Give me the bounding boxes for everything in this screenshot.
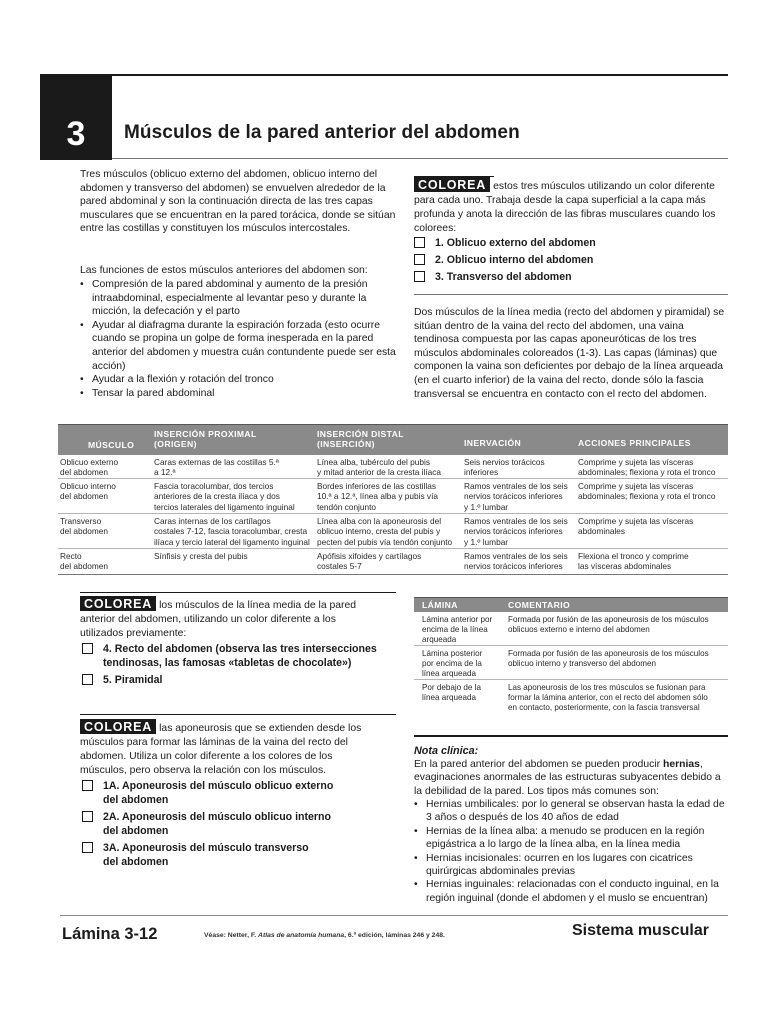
header-rule <box>112 74 728 76</box>
color-checkbox[interactable] <box>414 271 425 282</box>
clinical-note-text: , evaginaciones anormales de las estructuras subyacentes debido a la debilidad de la pared. Los tipos más comunes son: <box>414 759 721 797</box>
column-header: COMENTARIO <box>508 600 571 610</box>
colorea-2-instruction: los músculos de la línea media de la pared anterior del abdomen, utilizando un color diferente a los utilizados previamente: <box>80 600 357 639</box>
colorea-2-checklist <box>82 642 398 687</box>
table-cell: Sínfisis y cresta del pubis <box>154 551 248 561</box>
table-cell: Oblicuo externo del abdomen <box>60 457 119 478</box>
table-cell: Línea alba, tubérculo del pubis y mitad anterior de la cresta ilíaca <box>317 457 442 478</box>
table-row <box>414 680 728 716</box>
colorea-2-instruction-block <box>80 596 380 641</box>
table-header <box>58 424 728 455</box>
table-cell: Comprime y sujeta las vísceras abdominales <box>578 516 694 537</box>
muscle-table <box>58 424 728 575</box>
table-cell: Línea alba con la aponeurosis del oblicuo interno, cresta del pubis y pecten del pubis vía tendón conjunto <box>317 516 453 547</box>
colorea-badge: COLOREA <box>414 177 490 192</box>
color-checkbox[interactable] <box>82 643 93 654</box>
column-header: LÁMINA <box>422 600 458 610</box>
checklist-item <box>82 642 398 670</box>
table-cell: Bordes inferiores de las costillas 10.ª a 12.ª, línea alba y pubis vía tendón conjunto <box>317 481 438 512</box>
table-cell: Lámina posterior por encima de la línea arqueada <box>422 649 483 678</box>
checklist-item <box>414 236 728 250</box>
table-cell: Formada por fusión de las aponeurosis de los músculos oblicuos externo e interno del abdomen <box>508 615 709 634</box>
reference-note <box>204 932 445 939</box>
column-header: INERVACIÓN <box>464 438 522 448</box>
colorea-1-instruction-block <box>414 177 728 236</box>
table-cell: Recto del abdomen <box>60 551 108 572</box>
table-cell: Oblicuo interno del abdomen <box>60 481 116 502</box>
list-item: • Hernias de la línea alba: a menudo se producen en la región epigástrica a lo largo de la línea alba, en la línea media <box>414 825 730 852</box>
list-item: • Tensar la pared abdominal <box>80 387 396 401</box>
table-cell: Lámina anterior por encima de la línea arqueada <box>422 615 493 644</box>
table-cell: Ramos ventrales de los seis nervios torácicos inferiores y 1.º lumbar <box>464 516 568 547</box>
functions-list <box>80 278 396 400</box>
clinical-note-text: En la pared anterior del abdomen se pueden producir <box>414 759 663 770</box>
colorea-3-instruction: las aponeurosis que se extienden desde los músculos para formar las láminas de la vaina del recto del abdomen. Utiliza un color diferente a los colores de los músculos, pero observa la relación con los músculos. <box>80 723 362 776</box>
table-cell: Las aponeurosis de los tres músculos se fusionan para formar la lámina anterior, con el recto del abdomen sólo en contacto, posteriormente, con la fascia transversal <box>508 683 708 712</box>
table-row <box>414 646 728 680</box>
functions-intro: Las funciones de estos músculos anteriores del abdomen son: <box>80 265 368 276</box>
colorea-badge: COLOREA <box>80 596 156 611</box>
table-cell: Comprime y sujeta las vísceras abdominales; flexiona y rota el tronco <box>578 457 716 478</box>
intro-paragraph: Tres músculos (oblicuo externo del abdomen, oblicuo interno del abdomen y transverso del abdomen) se envuelven alrededor de la pared abdominal y son la continuación directa de las tres capas musculares que se encuentran en la pared torácica, donde se sitúan entre las costillas y constituyen los músculos intercostales. <box>80 169 396 235</box>
colorea-1-instruction: estos tres músculos utilizando un color diferente para cada uno. Trabaja desde la capa superficial a la capa más profunda y anota la dirección de las fibras musculares cuando los colorees: <box>414 181 716 234</box>
plate-number: Lámina 3-12 <box>62 925 158 943</box>
checklist-item <box>82 673 398 687</box>
chapter-number: 3 <box>66 115 86 153</box>
color-checkbox[interactable] <box>82 842 93 853</box>
table-cell: Ramos ventrales de los seis nervios torácicos inferiores <box>464 551 568 572</box>
colorea-1-checklist <box>414 236 728 284</box>
lamina-bottom-rule <box>414 735 728 737</box>
column-header: INSERCIÓN PROXIMAL (ORIGEN) <box>154 429 257 449</box>
table-row <box>58 455 728 479</box>
list-item: • Ayudar a la flexión y rotación del tronco <box>80 373 396 387</box>
table-cell: Transverso del abdomen <box>60 516 108 537</box>
clinical-note-keyword: hernias <box>662 759 700 770</box>
footer-rule <box>60 915 728 916</box>
table-row <box>58 549 728 575</box>
checklist-item <box>414 270 728 284</box>
table-row <box>58 479 728 514</box>
table-cell: Comprime y sujeta las vísceras abdominales; flexiona y rota el tronco <box>578 481 716 502</box>
checklist-label: 4. Recto del abdomen (observa las tres intersecciones tendinosas, las famosas «tabletas de chocolate») <box>103 643 377 669</box>
table-cell: Seis nervios torácicos inferiores <box>464 457 545 478</box>
list-item: • Hernias umbilicales: por lo general se observan hasta la edad de 3 años o después de los 40 años de edad <box>414 798 730 825</box>
checklist-label: 5. Piramidal <box>103 674 163 686</box>
table-cell: Fascia toracolumbar, dos tercios anteriores de la cresta ilíaca y dos tercios laterales del ligamento inguinal <box>154 481 295 512</box>
checklist-label: 3A. Aponeurosis del músculo transverso del abdomen <box>103 842 309 868</box>
column-header: ACCIONES PRINCIPALES <box>578 438 691 448</box>
checklist-item <box>414 253 728 267</box>
color-checkbox[interactable] <box>82 780 93 791</box>
list-item: • Hernias incisionales: ocurren en los lugares con cicatrices quirúrgicas abdominales previas <box>414 852 730 879</box>
lamina-table <box>414 597 728 716</box>
midline-paragraph: Dos músculos de la línea media (recto del abdomen y piramidal) se sitúan dentro de la vaina del recto del abdomen, una vaina tendinosa compuesta por las capas aponeuróticas de los tres músculos abdominales coloreados (1-3). Las capas (láminas) que componen la vaina son deficientes por debajo de la línea arqueada (en el cuarto inferior) de la vaina del recto, donde sólo la fascia transversal se encuentra en contacto con el recto del abdomen. <box>414 307 725 400</box>
reference-book-title: Atlas de anatomía humana <box>258 932 345 939</box>
reference-text: Véase: Netter, F. <box>204 932 259 939</box>
checklist-label: 2. Oblicuo interno del abdomen <box>435 254 594 266</box>
chapter-number-box <box>40 74 112 160</box>
table-cell: Formada por fusión de las aponeurosis de los músculos oblicuo interno y transverso del abdomen <box>508 649 709 668</box>
table-cell: Apófisis xifoides y cartílagos costales 5-7 <box>317 551 422 572</box>
list-item: • Hernias inguinales: relacionadas con el conducto inguinal, en la región inguinal (donde el abdomen y el muslo se encuentran) <box>414 878 730 905</box>
colorea-badge: COLOREA <box>80 719 156 734</box>
colorea-3-instruction-block <box>80 719 380 778</box>
colorea-rule <box>80 714 396 715</box>
color-checkbox[interactable] <box>414 254 425 265</box>
table-header <box>414 597 728 612</box>
table-row <box>414 612 728 646</box>
column-header: INSERCIÓN DISTAL (INSERCIÓN) <box>317 429 404 449</box>
checklist-item <box>82 841 398 869</box>
clinical-note-intro <box>414 758 730 798</box>
table-cell: Caras internas de los cartílagos costales 7-12, fascia toracolumbar, cresta ilíaca y tercio lateral del ligamento inguinal <box>154 516 310 547</box>
page-title: Músculos de la pared anterior del abdomen <box>124 122 520 143</box>
table-cell: Caras externas de las costillas 5.ª a 12.ª <box>154 457 279 478</box>
list-item: • Ayudar al diafragma durante la espiración forzada (esto ocurre cuando se propina un golpe de forma inesperada en la pared anterior del abdomen y muestra cuán contundente puede ser esta acción) <box>80 319 396 373</box>
color-checkbox[interactable] <box>82 811 93 822</box>
table-cell: Flexiona el tronco y comprime las vísceras abdominales <box>578 551 689 572</box>
table-cell: Ramos ventrales de los seis nervios torácicos inferiores y 1.º lumbar <box>464 481 568 512</box>
checklist-label: 1. Oblicuo externo del abdomen <box>435 237 596 249</box>
clinical-note-list <box>414 798 730 905</box>
checklist-label: 2A. Aponeurosis del músculo oblicuo interno del abdomen <box>103 811 331 837</box>
checklist-label: 1A. Aponeurosis del músculo oblicuo externo del abdomen <box>103 780 334 806</box>
reference-text: , 6.ª edición, láminas 246 y 248. <box>344 932 445 939</box>
clinical-note-title: Nota clínica: <box>414 745 479 757</box>
color-checkbox[interactable] <box>82 674 93 685</box>
checklist-label: 3. Transverso del abdomen <box>435 271 572 283</box>
list-item: • Compresión de la pared abdominal y aumento de la presión intraabdominal, especialmente al levantar peso y durante la micción, la defecación y el parto <box>80 278 396 319</box>
checklist-item <box>82 810 398 838</box>
table-row <box>58 514 728 549</box>
divider <box>414 294 728 295</box>
color-checkbox[interactable] <box>414 237 425 248</box>
title-rule <box>112 158 728 159</box>
table-cell: Por debajo de la línea arqueada <box>422 683 481 702</box>
checklist-item <box>82 779 398 807</box>
colorea-3-checklist <box>82 779 398 869</box>
colorea-rule <box>80 592 396 593</box>
section-name: Sistema muscular <box>572 922 709 939</box>
column-header: MÚSCULO <box>88 440 135 450</box>
